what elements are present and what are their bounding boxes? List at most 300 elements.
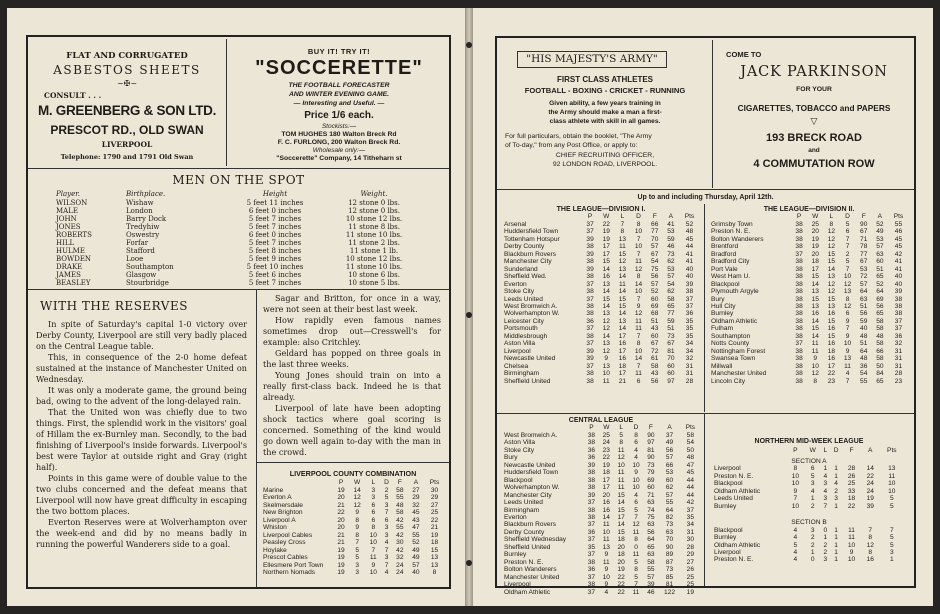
player-row [44,247,424,255]
table-row [504,355,700,362]
stat-cell: 7 [845,325,850,333]
stat-cell: 1 [810,548,815,556]
stat-cell: 1 [834,548,838,556]
stat-cell: 38 [795,325,803,333]
stat-cell: 8 [636,340,641,348]
team-name: Aston Villa [504,340,536,348]
stat-cell: 22 [847,502,856,510]
stat-cell: 37 [586,362,594,370]
table-row [263,494,445,501]
stat-cell: 38 [795,280,803,288]
table-row [504,348,700,355]
stat-cell: 5 [889,541,894,549]
player-weight: 10 stone 12 lbs. [345,215,403,223]
stat-cell: 32 [396,554,404,562]
player-row [44,207,424,215]
stat-cell: 73 [667,332,675,340]
stat-cell: 9 [793,487,798,495]
stat-cell: 43 [651,370,659,378]
stat-cell: 27 [430,501,439,509]
stat-cell: 19 [337,487,345,494]
asbestos-ad [30,39,224,166]
stat-cell: 9 [636,302,641,310]
stat-cell: 16 [827,355,836,363]
stat-cell: 10 [602,528,610,536]
table-row [504,484,700,491]
stat-cell: 14 [618,325,627,333]
stat-cell: 10 [634,347,643,355]
column-header: L [829,213,834,220]
player-birthplace: Tredyhiw [126,223,160,231]
stat-cell: 63 [665,528,674,536]
column-header: W [809,447,816,454]
column-header: Pts [893,213,904,220]
player-name: JAMES [56,271,81,279]
table-row [504,536,700,543]
army-line3: Given ability, a few years training in [549,100,661,107]
stat-cell: 66 [651,221,659,228]
team-name: Notts County [711,340,750,348]
stat-cell: 13 [618,235,627,243]
stat-cell: 53 [667,265,675,273]
stat-cell: 10 [632,484,640,492]
stat-cell: 89 [665,551,674,559]
column-header: P [793,447,798,454]
army-line5: class athlete with skill in all games. [549,118,661,125]
stat-cell: 38 [795,258,803,266]
stat-cell: 11 [635,317,642,325]
stat-cell: 11 [602,521,610,529]
team-name: Birmingham [504,506,540,514]
stat-cell: 57 [665,491,674,499]
stat-cell: 65 [647,543,655,551]
stat-cell: 12 [602,325,610,333]
stat-cell: 56 [651,377,659,385]
player-row [44,239,424,247]
stat-cell: 9 [604,581,609,589]
stat-cell: 17 [617,513,625,521]
stat-cell: 38 [795,295,803,303]
player-weight: 11 stone 10 lbs. [345,263,403,271]
stat-cell: 27 [412,487,420,494]
table-row [714,534,904,541]
stat-cell: 18 [811,258,819,266]
player-height: 5 feet 6 inches [248,271,302,279]
stat-cell: 77 [860,250,868,258]
team-name: Burnley [714,502,737,510]
table-row [504,499,700,506]
stat-cell: 49 [412,546,420,554]
team-name: Leicester City [504,317,544,325]
stat-cell: 38 [795,221,803,228]
stat-cell: 38 [586,332,594,340]
player-name: JONES [56,223,81,231]
team-name: Lincoln City [711,377,746,385]
column-header: L [620,213,625,220]
stat-cell: 39 [894,288,903,296]
player-weight: 11 stone 8 lbs. [348,223,400,231]
team-name: Peasley Cross [263,539,306,547]
stat-cell: 35 [587,543,596,551]
divider [497,189,914,190]
table-row [714,480,904,487]
player-height: 5 feet 11 inches [246,199,304,207]
parkinson-for: FOR YOUR [796,86,832,93]
stat-cell: 20 [337,524,345,532]
stat-cell: 16 [866,556,874,564]
stat-cell: 7 [384,509,389,517]
table-row [504,589,700,596]
team-name: Prescot Cables [263,554,308,562]
team-name: Preston N. E. [714,472,754,480]
stat-cell: 1 [834,472,838,480]
stat-cell: 71 [860,235,868,243]
stat-cell: 6 [384,516,389,524]
stat-cell: 38 [795,273,803,281]
stat-cell: 14 [602,332,610,340]
team-name: Fulham [711,325,733,333]
stat-cell: 13 [430,561,439,569]
soccerette-price: Price 1/6 each. [304,110,374,121]
stat-cell: 5 [889,495,894,503]
stat-cell: 10 [369,531,377,539]
asbestos-line1: FLAT AND CORRUGATED [66,51,188,61]
stat-cell: 7 [845,235,850,243]
stat-cell: 37 [685,295,694,303]
stat-cell: 47 [412,524,420,532]
stat-cell: 8 [432,568,437,576]
stat-cell: 11 [617,469,625,477]
stat-cell: 38 [795,332,803,340]
stat-cell: 13 [602,340,610,348]
player-row [44,263,424,271]
stat-cell: 1 [834,556,838,564]
reserves-title: WITH THE RESERVES [40,299,188,313]
team-name: West Ham U. [711,273,751,281]
stat-cell: 48 [860,355,868,363]
greenberg-city: LIVERPOOL [101,140,153,149]
team-name: Everton [504,280,527,288]
team-name: Leeds United [504,499,543,507]
player-name: DRAKE [56,263,83,271]
stat-cell: 7 [636,250,641,258]
stat-cell: 1 [810,495,815,503]
soccerette-tag3: — Interesting and Useful. — [293,100,385,107]
table-row [711,243,909,250]
team-name: Huddersfield Town [504,469,559,477]
table-row [504,514,700,521]
stat-cell: 17 [602,250,610,258]
stat-cell: 11 [888,472,896,480]
stat-cell: 9 [845,347,850,355]
stat-cell: 58 [647,558,655,566]
stat-cell: 39 [685,280,694,288]
stat-cell: 14 [602,288,610,296]
table-row [263,509,445,516]
table-row [504,447,700,454]
stat-cell: 10 [632,461,640,469]
stat-cell: 51 [876,265,884,273]
stat-cell: 55 [894,221,903,228]
stat-cell: 3 [823,480,828,488]
left-page [7,8,465,606]
stat-cell: 3 [371,487,376,494]
stat-cell: 22 [617,588,625,596]
stat-cell: 2 [810,534,815,542]
stat-cell: 69 [651,302,659,310]
stat-cell: 13 [843,355,852,363]
stat-cell: 6 [845,228,850,236]
stat-cell: 1 [834,534,838,542]
team-name: Oldham Athletic [504,588,551,596]
table-row [504,439,700,446]
stat-cell: 12 [827,280,836,288]
stat-cell: 65 [876,377,884,385]
parkinson-and: and [808,147,820,154]
parkinson-ad [714,40,914,188]
stat-cell: 6 [371,509,376,517]
stat-cell: 15 [811,273,819,281]
stat-cell: 49 [412,554,420,562]
stat-cell: 4 [604,588,609,596]
paragraph: Points in this game were of double value to the two clubs concerned and the defeat means that Liverpool will now have great difficulty in escaping the two bottom places. [36,473,247,516]
stat-cell: 13 [602,280,610,288]
stat-cell: 14 [618,288,627,296]
stat-cell: 63 [647,551,655,559]
column-header: D [384,479,389,486]
stat-cell: 29 [412,494,420,502]
table-row [504,243,700,250]
stat-cell: 53 [667,228,675,236]
stat-cell: 0 [634,543,638,551]
stat-cell: 54 [860,370,868,378]
stat-cell: 50 [686,446,695,454]
stat-cell: 34 [685,340,694,348]
stat-cell: 51 [667,325,675,333]
stat-cell: 15 [827,250,836,258]
right-page [473,8,933,606]
column-header: Pts [429,479,440,486]
stat-cell: 26 [847,472,856,480]
player-birthplace: Southampton [126,263,174,271]
stat-cell: 55 [396,524,404,532]
table-row [711,355,909,362]
stat-cell: 81 [665,581,674,589]
stat-cell: 5 [889,502,894,510]
table-row [504,363,700,370]
column-header: D [636,213,641,220]
stat-cell: 3 [810,480,815,488]
stat-cell: 5 [810,472,815,480]
stat-cell: 40 [685,265,694,273]
stat-cell: 13 [827,302,836,310]
stat-cell: 2 [810,502,815,510]
midweek-league [706,414,912,586]
soccerette-ad [229,39,449,166]
column-header: F [648,424,653,431]
stat-cell: 36 [587,454,596,462]
table-row [711,310,909,317]
table-row [504,333,700,340]
player-row [44,279,424,287]
stat-cell: 12 [843,280,852,288]
stat-cell: 84 [876,370,884,378]
stat-cell: 13 [811,288,819,296]
greenberg-name: M. GREENBERG & SON LTD. [37,103,217,118]
stat-cell: 55 [396,494,404,502]
stat-cell: 34 [686,521,695,529]
team-name: Ellesmere Port Town [263,561,324,569]
stat-cell: 17 [811,265,819,273]
table-row [711,363,909,370]
section-row [714,455,904,465]
stat-cell: 72 [651,347,659,355]
stat-cell: 3 [823,556,828,564]
stat-cell: 14 [866,465,874,473]
stat-cell: 13 [602,543,610,551]
stat-cell: 11 [369,554,377,562]
stat-cell: 29 [686,551,695,559]
stat-cell: 3 [810,526,815,534]
stat-cell: 11 [617,446,625,454]
stat-cell: 39 [586,355,594,363]
stat-cell: 25 [602,432,610,439]
army-ad [499,40,711,188]
stat-cell: 40 [685,273,694,281]
stat-cell: 11 [811,340,819,348]
team-name: Manchester City [504,491,552,499]
team-name: Bradford [711,250,737,258]
stat-cell: 7 [634,513,638,521]
stat-cell: 3 [834,495,838,503]
stat-cell: 32 [894,340,903,348]
stat-cell: 57 [647,573,655,581]
stat-cell: 31 [685,362,694,370]
table-row [504,544,700,551]
stat-cell: 38 [586,288,594,296]
stat-cell: 37 [587,551,596,559]
stat-cell: 19 [602,228,610,236]
stat-cell: 19 [337,568,345,576]
team-name: Birmingham [504,370,540,378]
stat-cell: 9 [813,355,818,363]
stat-cell: 8 [829,221,834,228]
stat-cell: 19 [337,546,345,554]
stat-cell: 5 [845,258,850,266]
table-row [263,547,445,554]
column-header: Pts [685,424,696,431]
stat-cell: 44 [685,243,694,251]
staple-hole [466,42,472,48]
table-row [504,492,700,499]
team-name: Blackpool [711,280,740,288]
team-name: West Bromwich A. [504,302,558,310]
stat-cell: 5 [384,494,389,502]
stat-cell: 29 [430,494,439,502]
paragraph: Sagar and Britton, for once in a way, were not seen at their best last week. [263,293,441,314]
team-name: Huddersfield Town [504,228,559,236]
stat-cell: 7 [384,546,389,554]
stat-cell: 43 [651,325,659,333]
central-league [499,414,703,596]
player-birthplace: Wishaw [126,199,154,207]
stat-cell: 18 [618,362,627,370]
stat-cell: 57 [412,561,420,569]
team-name: Liverpool [714,548,741,556]
team-name: Grimsby Town [711,221,753,228]
stat-cell: 24 [396,568,404,576]
stat-cell: 73 [665,566,674,574]
stat-cell: 97 [667,377,675,385]
stat-cell: 24 [866,480,874,488]
parkinson-address1: 193 BRECK ROAD [766,132,862,144]
stat-cell: 7 [889,526,894,534]
team-name: Everton A [263,494,292,502]
table-row [714,542,904,549]
team-name: Liverpool A [263,516,296,524]
table-row [504,288,700,295]
team-name: Leeds United [504,295,543,303]
stat-cell: 15 [827,295,836,303]
stat-cell: 8 [636,221,641,228]
stat-cell: 81 [647,446,655,454]
stat-cell: 16 [602,506,610,514]
stat-cell: 37 [586,228,594,236]
stat-cell: 10 [888,487,896,495]
table-row [504,251,700,258]
table-row [504,581,700,588]
table-row [504,378,700,385]
stat-cell: 33 [847,487,856,495]
table-row [504,370,700,377]
stat-cell: 69 [647,476,655,484]
stat-cell: 8 [619,439,624,447]
stat-cell: 34 [685,347,694,355]
player-name: JOHN [56,215,77,223]
stat-cell: 7 [634,581,638,589]
army-line6: For full particulars, obtain the booklet, "The Army [505,133,652,140]
stat-cell: 5 [355,554,359,562]
stat-cell: 56 [876,302,884,310]
stat-cell: 15 [618,295,627,303]
player-weight: 11 stone 10 lbs. [345,231,403,239]
stat-cell: 17 [602,484,610,492]
stat-cell: 36 [894,332,903,340]
player-weight: 10 stone 12 lbs. [345,255,403,263]
table-row [504,340,700,347]
table-row [711,296,909,303]
column-header: D [833,447,839,454]
stat-cell: 25 [847,480,856,488]
team-name: Oldham Athletic [714,487,761,495]
stat-cell: 38 [587,506,596,514]
stat-cell: 46 [894,228,903,236]
team-name: Liverpool [504,581,531,589]
player-row [44,199,424,207]
stat-cell: 8 [868,534,873,542]
stat-cell: 13 [618,265,627,273]
asbestos-line2: ASBESTOS SHEETS [53,63,201,77]
stat-cell: 22 [602,221,610,228]
stat-cell: 69 [876,295,884,303]
stat-cell: 12 [632,521,640,529]
stat-cell: 37 [894,317,903,325]
player-birthplace: Stafford [126,247,155,255]
stat-cell: 8 [634,432,638,439]
stat-cell: 28 [685,377,694,385]
stat-cell: 37 [665,432,674,439]
column-header: L [619,424,624,431]
